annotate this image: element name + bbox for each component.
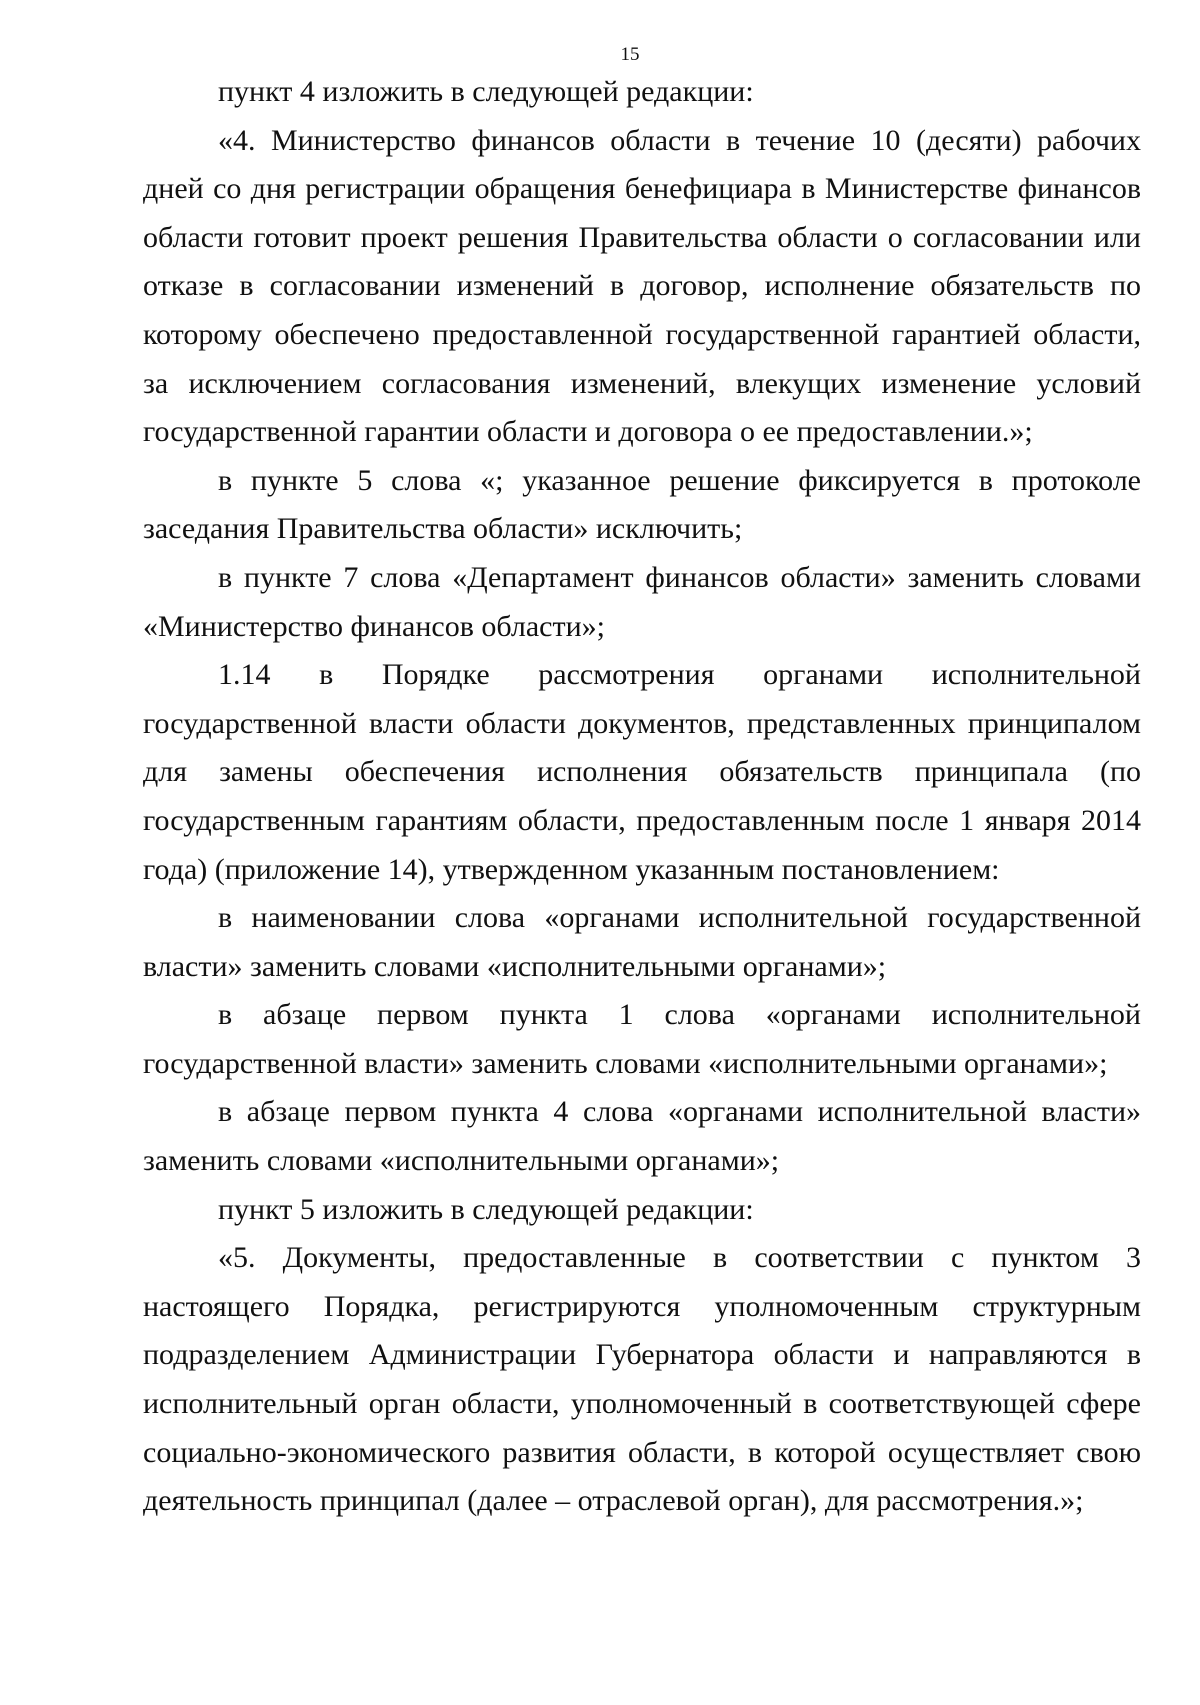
paragraph: в абзаце первом пункта 1 слова «органами исполнительной государственной власти» заменить словами «исполнительными органами»; xyxy=(143,998,1141,1080)
paragraph: в пункте 5 слова «; указанное решение фиксируется в протоколе заседания Правительства области» исключить; xyxy=(143,463,1141,546)
document-body xyxy=(143,68,1141,1526)
paragraph: «4. Министерство финансов области в течение 10 (десяти) рабочих дней со дня регистрации обращения бенефициара в Министерстве финансов области готовит проект решения Правительства области о согласовании или отказе в согласовании изменений в договор, исполнение обязательств по которому обеспечено предоставленной государственной гарантией области, за исключением согласования изменений, влекущих изменение условий государственной гарантии области и договора о ее предоставлении.»; xyxy=(143,123,1141,449)
paragraph: 1.14 в Порядке рассмотрения органами исполнительной государственной власти области документов, представленных принципалом для замены обеспечения исполнения обязательств принципала (по государственным гарантиям области, предоставленным после 1 января 2014 года) (приложение 14), утвержденном указанным постановлением: xyxy=(143,658,1141,886)
paragraph: в наименовании слова «органами исполнительной государственной власти» заменить словами «исполнительными органами»; xyxy=(143,901,1141,983)
paragraph: «5. Документы, предоставленные в соответствии с пунктом 3 настоящего Порядка, регистрируются уполномоченным структурным подразделением Администрации Губернатора области и направляются в исполнительный орган области, уполномоченный в соответствующей сфере социально-экономического развития области, в которой осуществляет свою деятельность принципал (далее – отраслевой орган), для рассмотрения.»; xyxy=(143,1241,1141,1518)
page-number: 15 xyxy=(620,44,640,65)
paragraph: пункт 5 изложить в следующей редакции: xyxy=(218,1192,754,1226)
paragraph: в абзаце первом пункта 4 слова «органами исполнительной власти» заменить словами «исполнительными органами»; xyxy=(143,1095,1141,1178)
paragraph: пункт 4 изложить в следующей редакции: xyxy=(218,75,754,108)
paragraph: в пункте 7 слова «Департамент финансов области» заменить словами «Министерство финансов области»; xyxy=(143,560,1141,643)
